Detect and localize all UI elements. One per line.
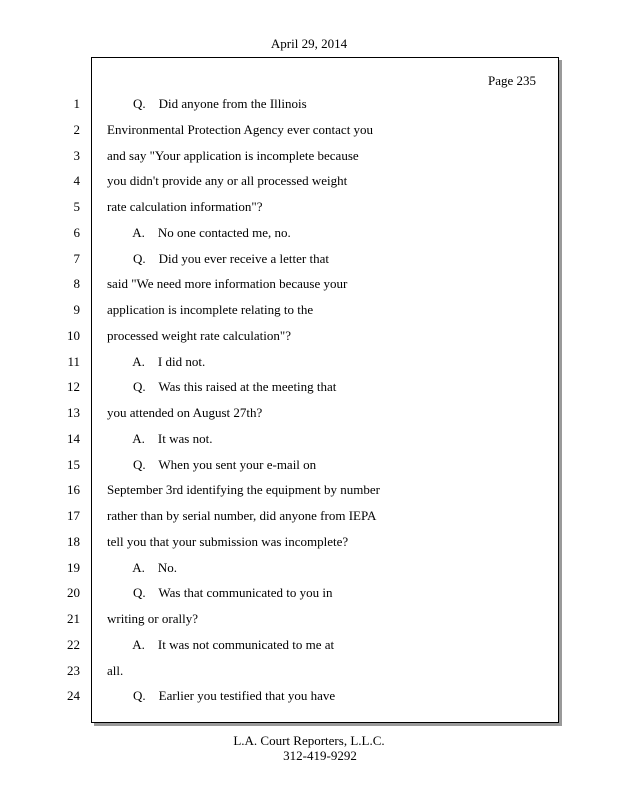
line-text: you didn't provide any or all processed weight [107, 173, 348, 188]
line-number: 22 [67, 637, 80, 652]
line-text: rather than by serial number, did anyone from IEPA [107, 508, 377, 523]
transcript-date: April 29, 2014 [270, 36, 348, 51]
line-text: A. No one contacted me, no. [107, 225, 291, 240]
footer [0, 733, 618, 763]
line-text: Q. Did you ever receive a letter that [107, 251, 329, 266]
line-text: application is incomplete relating to the [107, 302, 314, 317]
line-number: 12 [67, 379, 80, 394]
line-text: Environmental Protection Agency ever contact you [107, 122, 374, 137]
line-number: 13 [67, 405, 80, 420]
line-number: 10 [67, 328, 80, 343]
line-text: Q. Did anyone from the Illinois [107, 96, 307, 111]
line-number: 6 [73, 225, 80, 240]
line-text: processed weight rate calculation"? [107, 328, 291, 343]
line-number: 5 [73, 199, 80, 214]
line-text: writing or orally? [107, 611, 198, 626]
line-number: 9 [73, 302, 80, 317]
line-number: 2 [73, 122, 80, 137]
line-number: 20 [67, 585, 80, 600]
line-text: A. It was not communicated to me at [107, 637, 335, 652]
line-number: 17 [67, 508, 80, 523]
line-number: 4 [73, 173, 80, 188]
line-text: A. No. [107, 560, 178, 575]
line-text: A. It was not. [107, 431, 213, 446]
line-text: A. I did not. [107, 354, 206, 369]
line-text: Q. Earlier you testified that you have [107, 688, 336, 703]
reporter-phone: 312-419-9292 [283, 748, 357, 763]
line-number: 24 [67, 688, 80, 703]
line-number: 1 [73, 96, 80, 111]
line-number: 18 [67, 534, 80, 549]
line-number: 19 [67, 560, 80, 575]
line-text: tell you that your submission was incomplete? [107, 534, 349, 549]
line-number: 21 [67, 611, 80, 626]
line-text: September 3rd identifying the equipment by number [107, 482, 380, 497]
line-text: you attended on August 27th? [107, 405, 263, 420]
line-text: rate calculation information"? [107, 199, 263, 214]
line-number: 11 [67, 354, 80, 369]
line-number: 7 [73, 251, 80, 266]
line-number: 23 [67, 663, 80, 678]
line-number: 3 [73, 148, 80, 163]
reporter-company: L.A. Court Reporters, L.L.C. [233, 733, 385, 748]
line-text: said "We need more information because your [107, 276, 348, 291]
line-text: all. [107, 663, 124, 678]
line-number: 8 [73, 276, 80, 291]
line-text: Q. Was that communicated to you in [107, 585, 333, 600]
line-text: Q. When you sent your e-mail on [107, 457, 317, 472]
line-text: Q. Was this raised at the meeting that [107, 379, 337, 394]
page-number: Page 235 [487, 73, 536, 88]
line-number: 15 [67, 457, 80, 472]
line-number: 16 [67, 482, 80, 497]
line-text: and say "Your application is incomplete because [107, 148, 359, 163]
line-number: 14 [67, 431, 80, 446]
